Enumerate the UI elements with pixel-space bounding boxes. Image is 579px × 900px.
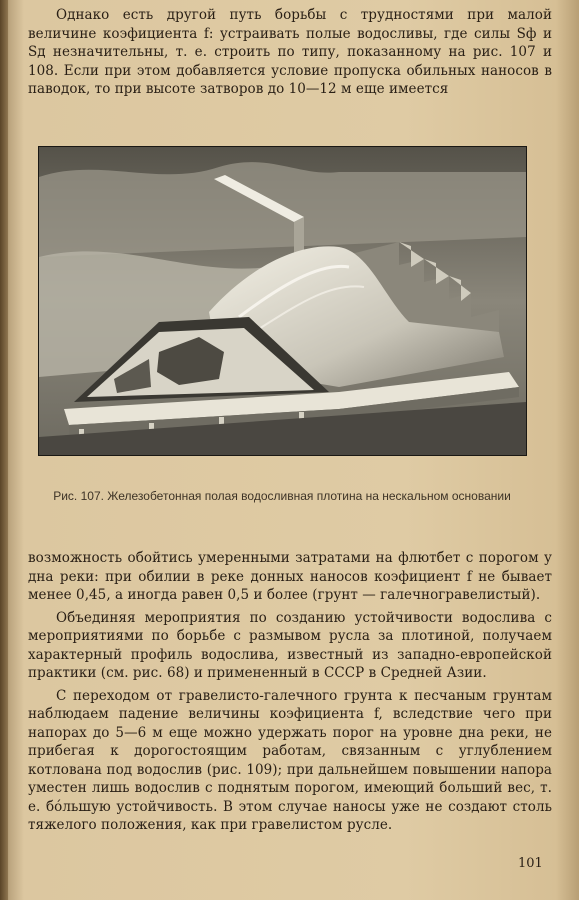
paragraph: С переходом от гравелисто-галечного грунта к песчаным грунтам наблюдаем падение величины коэфициента f, вследствие чего при напорах до 5—6 м еще можно удержать порог на уровне дна реки, не прибегая к дорогостоящим работам, связанным с углублением котлована под водослив (рис. 109); при дальнейшем повышении напора уместен лишь водослив с поднятым порогом, имеющий больший вес, т. е. бóльшую устойчивость. В этом случае наносы уже не создают столь тяжелого положения, как при гравелистом русле.: [28, 687, 552, 833]
page-number: 101: [518, 856, 543, 871]
paragraph: Однако есть другой путь борьбы с трудностями при малой величине коэфициента f: устраивать полые водосливы, где силы Sф и Sд незначительны, т. е. строить по типу, показанному на рис. 107 и 108. Если при этом добавляется условие пропуска обильных наносов в паводок, то при высоте затворов до 10—12 м еще имеется: [28, 7, 552, 97]
figure-caption: Рис. 107. Железобетонная полая водосливная плотина на нескальном основании: [53, 489, 511, 503]
text-block-bottom: [28, 549, 552, 835]
dam-illustration: [39, 147, 526, 455]
paragraph: возможность обойтись умеренными затратами на флютбет с порогом у дна реки: при обилии в реке донных наносов коэфициент f не бывает менее 0,45, а иногда равен 0,5 и более (грунт — галечногравелистый).: [28, 550, 552, 603]
text-block-top: [28, 6, 552, 99]
figure-107-illustration: [38, 146, 527, 456]
book-spine: [0, 0, 8, 900]
paragraph: Объединяя мероприятия по созданию устойчивости водослива с мероприятиями по борьбе с размывом русла за плотиной, получаем характерный профиль водослива, известный из западно-европейской практики (см. рис. 68) и примененный в СССР в Средней Азии.: [28, 609, 552, 681]
